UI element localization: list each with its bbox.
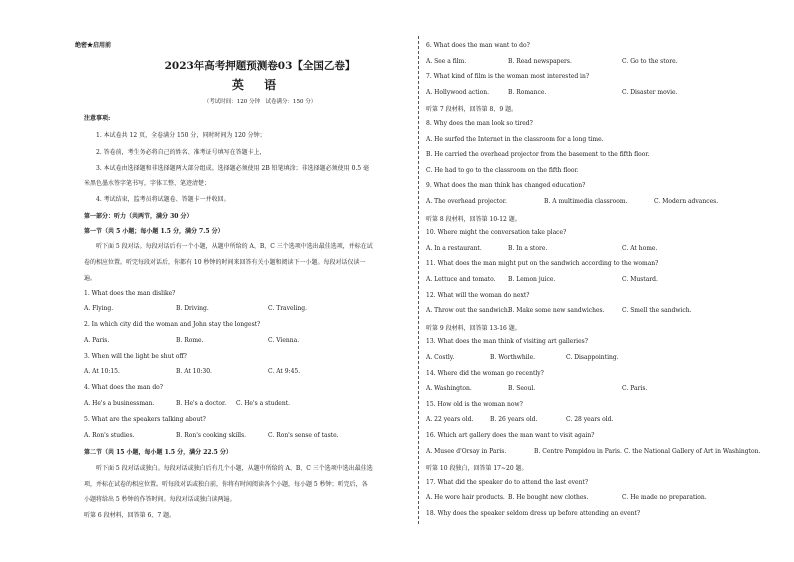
option-c: C. At 9:45. (268, 368, 301, 375)
question-line: 11. What does the man might put on the sandwich according to the woman? (426, 260, 659, 267)
option-b: B. A multimedia classroom. (544, 198, 628, 205)
question-1: 1. What does the man dislike? (84, 290, 176, 297)
option-b: B. Worthwhile. (490, 354, 536, 361)
option-c: C. Ron's sense of taste. (268, 432, 339, 439)
option-a: A. Costly. (426, 354, 455, 361)
note-2: 2. 答卷前，考生务必将自己的姓名、准考证号填写在答题卡上， (96, 149, 266, 156)
option-c: C. Go to the store. (622, 58, 678, 65)
option-c: C. Mustard. (622, 276, 658, 283)
option-c: C. He made no preparation. (622, 494, 707, 501)
question-line: 8. Why does the man look so tired? (426, 120, 533, 127)
option-b: B. Seoul. (508, 385, 536, 392)
section1-heading: 第一节（共 5 小题；每小题 1.5 分，满分 7.5 分） (84, 228, 224, 235)
section1-instruction: 遍。 (84, 275, 97, 282)
note-3: 3. 本试卷由选择题和非选择题两大部分组成。选择题必须使用 2B 铅笔填涂；非选择题必须使用 0.5 毫 (96, 165, 370, 172)
question-5: 5. What are the speakers talking about? (84, 416, 206, 423)
question-line: 12. What will the woman do next? (426, 292, 530, 299)
material-label: 听第 7 段材料，回答第 8、9 题。 (426, 106, 518, 113)
option-c: C. Disappointing. (566, 354, 619, 361)
option-b: B. Driving. (176, 305, 209, 312)
section1-instruction: 听下面 5 段对话。每段对话后有一个小题，从题中所给的 A、B、C 三个选项中选出最佳选项，并标在试 (96, 243, 373, 250)
option-c: C. Modern advances. (654, 198, 719, 205)
section2-instruction: 小题将给出 5 秒钟的作答时间。每段对话或独白读两遍。 (84, 496, 236, 503)
question-line: 10. Where might the conversation take place? (426, 229, 567, 236)
option-b: B. Ron's cooking skills. (176, 432, 247, 439)
question-3: 3. When will the light be shut off? (84, 353, 187, 360)
section1-instruction: 卷的相应位置。听完每段对话后，你都有 10 秒钟的时间来回答有关小题和阅读下一小题。每段对话仅读一 (84, 259, 366, 266)
note-1: 1. 本试卷共 12 页，全卷满分 150 分，同时时间为 120 分钟； (96, 132, 266, 139)
material-label: 听第 8 段材料，回答第 10-12 题。 (426, 216, 521, 223)
subject-title: 英 语 (231, 78, 285, 92)
section2-heading: 第二节（共 15 小题，每小题 1.5 分，满分 22.5 分） (84, 449, 232, 456)
option-b: B. Make some new sandwiches. (508, 307, 605, 314)
question-line: 14. Where did the woman go recently? (426, 370, 544, 377)
option-b: B. Romance. (508, 89, 547, 96)
confidential-label: 绝密★启用前 (75, 42, 112, 49)
question-line: 17. What did the speaker do to attend the last event? (426, 479, 589, 486)
option-c: C. Vienna. (268, 337, 300, 344)
option-a: A. Flying. (84, 305, 114, 312)
option-b: B. 26 years old. (490, 416, 538, 423)
option-b: B. At 10:30. (176, 368, 212, 375)
option-b: B. Centre Pompidou in Paris. (534, 448, 622, 455)
option-c: C. Traveling. (268, 305, 308, 312)
option-a: A. In a restaurant. (426, 245, 482, 252)
question-line: 18. Why does the speaker seldom dress up before attending an event? (426, 510, 641, 517)
option-a: A. Lettuce and tomato. (426, 276, 496, 283)
time-info: （考试时间：120 分钟 试卷满分：150 分） (203, 99, 317, 105)
material-6-label: 听第 6 段材料，回答第 6、7 题。 (84, 512, 176, 519)
option-a: A. See a film. (426, 58, 467, 65)
material-label: 听第 9 段材料，回答第 13-16 题。 (426, 325, 521, 332)
exam-title: 2023年高考押题预测卷03【全国乙卷】 (164, 60, 356, 72)
section2-instruction: 听下面 5 段对话或独白。每段对话或独白后有几个小题，从题中所给的 A、B、C 三个选项中选出最佳选 (96, 465, 373, 472)
question-line: 15. How old is the woman now? (426, 401, 523, 408)
option-b: B. Rome. (176, 337, 204, 344)
column-divider (418, 36, 419, 524)
option-a: A. He's a businessman. (84, 400, 155, 407)
option-b: B. He's a doctor. (176, 400, 227, 407)
question-line: 13. What does the man think of visiting art galleries? (426, 338, 588, 345)
question-4: 4. What does the man do? (84, 384, 163, 391)
option-a: A. He wore hair products. (426, 494, 505, 501)
notes-title: 注意事项: (84, 115, 111, 122)
note-3-cont: 米黑色墨水签字笔书写，字体工整、笔迹清楚； (84, 180, 211, 187)
option-a: A. Paris. (84, 337, 110, 344)
option-c: C. the National Gallery of Art in Washington. (624, 448, 761, 455)
question-2: 2. In which city did the woman and John stay the longest? (84, 321, 261, 328)
question-line: 9. What does the man think has changed education? (426, 182, 586, 189)
option-a: A. At 10:15. (84, 368, 120, 375)
option-b: B. He bought new clothes. (508, 494, 589, 501)
option-a: A. Ron's studies. (84, 432, 135, 439)
question-line: B. He carried the overhead projector from the basement to the fifth floor. (426, 151, 650, 158)
part1-heading: 第一部分：听力（共两节，满分 30 分） (84, 213, 193, 220)
question-line: C. He had to go to the classroom on the fifth floor. (426, 167, 579, 174)
option-a: A. The overhead projector. (426, 198, 507, 205)
option-c: C. Disaster movie. (622, 89, 678, 96)
option-a: A. 22 years old. (426, 416, 474, 423)
option-c: C. Paris. (622, 385, 648, 392)
option-a: A. Throw out the sandwich. (426, 307, 510, 314)
material-label: 听第 10 段独白，回答第 17~20 题。 (426, 465, 528, 472)
option-a: A. Washington. (426, 385, 472, 392)
option-a: A. Hollywood action. (426, 89, 489, 96)
question-line: 7. What kind of film is the woman most interested in? (426, 73, 590, 80)
option-b: B. In a store. (508, 245, 548, 252)
option-b: B. Lemon juice. (508, 276, 556, 283)
option-a: A. Musee d'Orsay in Paris. (426, 448, 507, 455)
option-b: B. Read newspapers. (508, 58, 572, 65)
question-line: 16. Which art gallery does the man want to visit again? (426, 432, 595, 439)
option-c: C. 28 years old. (566, 416, 614, 423)
option-c: C. Smell the sandwich. (622, 307, 692, 314)
option-c: C. He's a student. (236, 400, 291, 407)
question-line: A. He surfed the Internet in the classroom for a long time. (426, 136, 604, 143)
option-c: C. At home. (622, 245, 658, 252)
note-4: 4. 考试结束，监考员将试题卷、答题卡一并收回。 (96, 196, 230, 203)
question-line: 6. What does the man want to do? (426, 42, 530, 49)
section2-instruction: 项，并标在试卷的相应位置。听每段对话或独白前，你将有时间阅读各个小题，每小题 5 秒钟；听完后，各 (84, 481, 368, 488)
